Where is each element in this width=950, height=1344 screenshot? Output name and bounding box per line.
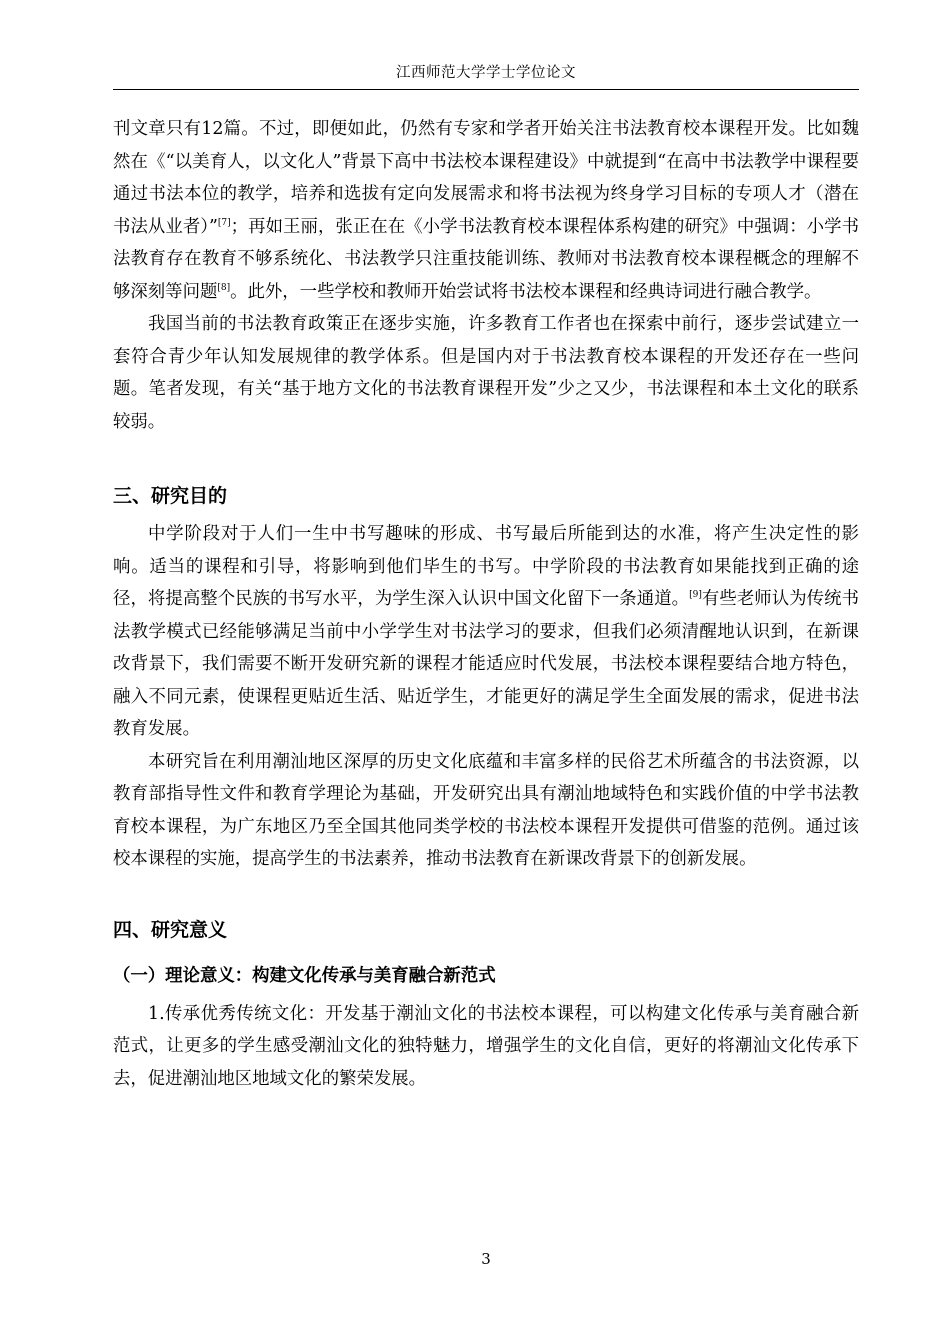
paragraph-significance-1: 1.传承优秀传统文化：开发基于潮汕文化的书法校本课程，可以构建文化传承与美育融合新范式，让更多的学生感受潮汕文化的独特魅力，增强学生的文化自信，更好的将潮汕文化传承下去，促进潮汕地区地域文化的繁荣发展。 — [113, 1003, 859, 1089]
paragraph-purpose-2: 本研究旨在利用潮汕地区深厚的历史文化底蕴和丰富多样的民俗艺术所蕴含的书法资源，以教育部指导性文件和教育学理论为基础，开发研究出具有潮汕地域特色和实践价值的中学书法教育校本课程，为广东地区乃至全国其他同类学校的书法校本课程开发提供可借鉴的范例。通过该校本课程的实施，提高学生的书法素养，推动书法教育在新课改背景下的创新发展。 — [113, 751, 859, 869]
paragraph-text: ；再如王丽，张正在在《小学书法教育校本课程体系构建的研究》中强调：小学书法教育存在教育不够系统化、书法教学只注重技能训练、教师对书法教育校本课程概念的理解不够深刻等问题 — [113, 216, 859, 302]
paragraph-text: 中学阶段对于人们一生中书写趣味的形成、书写最后所能到达的水准，将产生决定性的影响。适当的课程和引导，将影响到他们毕生的书写。中学阶段的书法教育如果能找到正确的途径，将提高整个民族的书写水平，为学生深入认识中国文化留下一条通道。 — [113, 524, 859, 609]
subsection-heading-theoretical-significance: （一）理论意义：构建文化传承与美育融合新范式 — [113, 965, 496, 986]
citation-ref: [8] — [217, 282, 231, 293]
citation-ref: [9] — [689, 590, 702, 601]
page-number: 3 — [481, 1250, 491, 1268]
paragraph-policy: 我国当前的书法教育政策正在逐步实施，许多教育工作者也在探索中前行，逐步尝试建立一套符合青少年认知发展规律的教学体系。但是国内对于书法教育校本课程的开发还存在一些问题。笔者发现，有关“基于地方文化的书法教育课程开发”少之又少，书法课程和本土文化的联系较弱。 — [113, 314, 859, 432]
paragraph-text: 。此外，一些学校和教师开始尝试将书法校本课程和经典诗词进行融合教学。 — [230, 281, 822, 302]
section-heading-research-significance: 四、研究意义 — [113, 918, 228, 941]
paragraph-text: 刊文章只有12篇。不过，即便如此，仍然有专家和学者开始关注书法教育校本课程开发。比如魏然在《“以美育人，以文化人”背景下高中书法校本课程建设》中就提到“在高中书法教学中课程要通过书法本位的教学，培养和选拔有定向发展需求和将书法视为终身学习目标的专项人才（潜在书法从业者）” — [113, 119, 859, 237]
paragraph-literature-continued — [113, 113, 859, 308]
section-heading-research-purpose: 三、研究目的 — [113, 485, 228, 507]
running-header: 江西师范大学学士学位论文 — [396, 65, 576, 81]
document-body — [113, 113, 859, 1095]
citation-ref: [7] — [217, 217, 231, 228]
paragraph-text: 有些老师认为传统书法教学模式已经能够满足当前中小学学生对书法学习的要求，但我们必须清醒地认识到，在新课改背景下，我们需要不断开发研究新的课程才能适应时代发展，书法校本课程要结合地方特色，融入不同元素，使课程更贴近生活、贴近学生，才能更好的满足学生全面发展的需求，促进书法教育发展。 — [113, 589, 859, 739]
header-rule — [113, 89, 859, 90]
paragraph-purpose-1 — [113, 518, 859, 746]
